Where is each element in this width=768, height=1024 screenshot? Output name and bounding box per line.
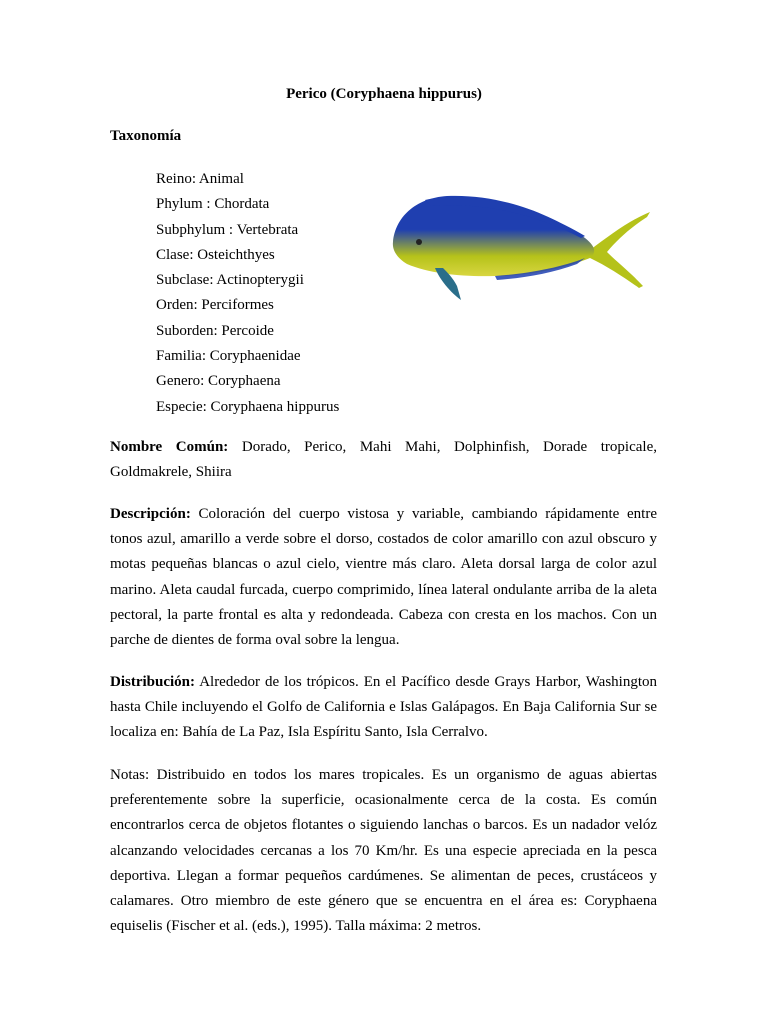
taxonomy-heading: Taxonomía (110, 128, 182, 144)
taxonomy-item: Especie: Coryphaena hippurus (156, 398, 340, 415)
descripcion-paragraph (110, 502, 657, 653)
nombre-comun-text: Dorado, Perico, Mahi Mahi, Dolphinfish, Dorade tropicale, Goldmakrele, Shiira (110, 439, 657, 481)
taxonomy-item: Phylum : Chordata (156, 196, 270, 213)
distribucion-label: Distribución: (110, 674, 196, 690)
taxonomy-item: Subphylum : Vertebrata (156, 221, 299, 238)
distribucion-paragraph (110, 670, 657, 746)
notas-paragraph: Notas: Distribuido en todos los mares tropicales. Es un organismo de aguas abiertas preferentemente sobre la superficie, ocasionalmente cerca de la costa. Es común encontrarlos cerca de objetos flotantes o siguiendo lanchas o barcos. Es un nadador velóz alcanzando velocidades cercanas a los 70 Km/hr. Es una especie apreciada en la pesca deportiva. Llegan a formar pequeños cardúmenes. Se alimentan de peces, crustáceos y calamares. Otro miembro de este género que se encuentra en el área es: Coryphaena equiselis (Fischer et al. (eds.), 1995). Talla máxima: 2 metros. (110, 767, 657, 935)
descripcion-label: Descripción: (110, 506, 191, 522)
taxonomy-item: Clase: Osteichthyes (156, 246, 275, 263)
fish-eye (416, 239, 422, 245)
taxonomy-item: Subclase: Actinopterygii (156, 272, 304, 289)
fish-illustration (385, 190, 655, 302)
distribucion-text: Alrededor de los trópicos. En el Pacífico desde Grays Harbor, Washington hasta Chile incluyendo el Golfo de California e Islas Galápagos. En Baja California Sur se localiza en: Bahía de La Paz, Isla Espíritu Santo, Isla Cerralvo. (110, 674, 657, 741)
nombre-comun-label: Nombre Común: (110, 439, 229, 455)
taxonomy-item: Orden: Perciformes (156, 297, 274, 314)
nombre-comun-paragraph (110, 435, 657, 485)
taxonomy-list (156, 170, 339, 423)
descripcion-text: Coloración del cuerpo vistosa y variable, cambiando rápidamente entre tonos azul, amarillo a verde sobre el dorso, costados de color amarillo con azul obscuro y motas pequeñas blancas o azul cielo, vientre más claro. Aleta dorsal larga de color azul marino. Aleta caudal furcada, cuerpo comprimido, línea lateral ondulante arriba de la aleta pectoral, la parte frontal es alta y redondeada. Cabeza con cresta en los machos. Con un parche de dientes de forma oval sobre la lengua. (110, 506, 657, 649)
fish-tail (590, 212, 650, 288)
document-title: Perico (Coryphaena hippurus) (286, 86, 482, 102)
taxonomy-item: Reino: Animal (156, 171, 244, 187)
taxonomy-item: Genero: Coryphaena (156, 373, 281, 390)
taxonomy-item: Familia: Coryphaenidae (156, 348, 301, 365)
taxonomy-item: Suborden: Percoide (156, 322, 274, 339)
